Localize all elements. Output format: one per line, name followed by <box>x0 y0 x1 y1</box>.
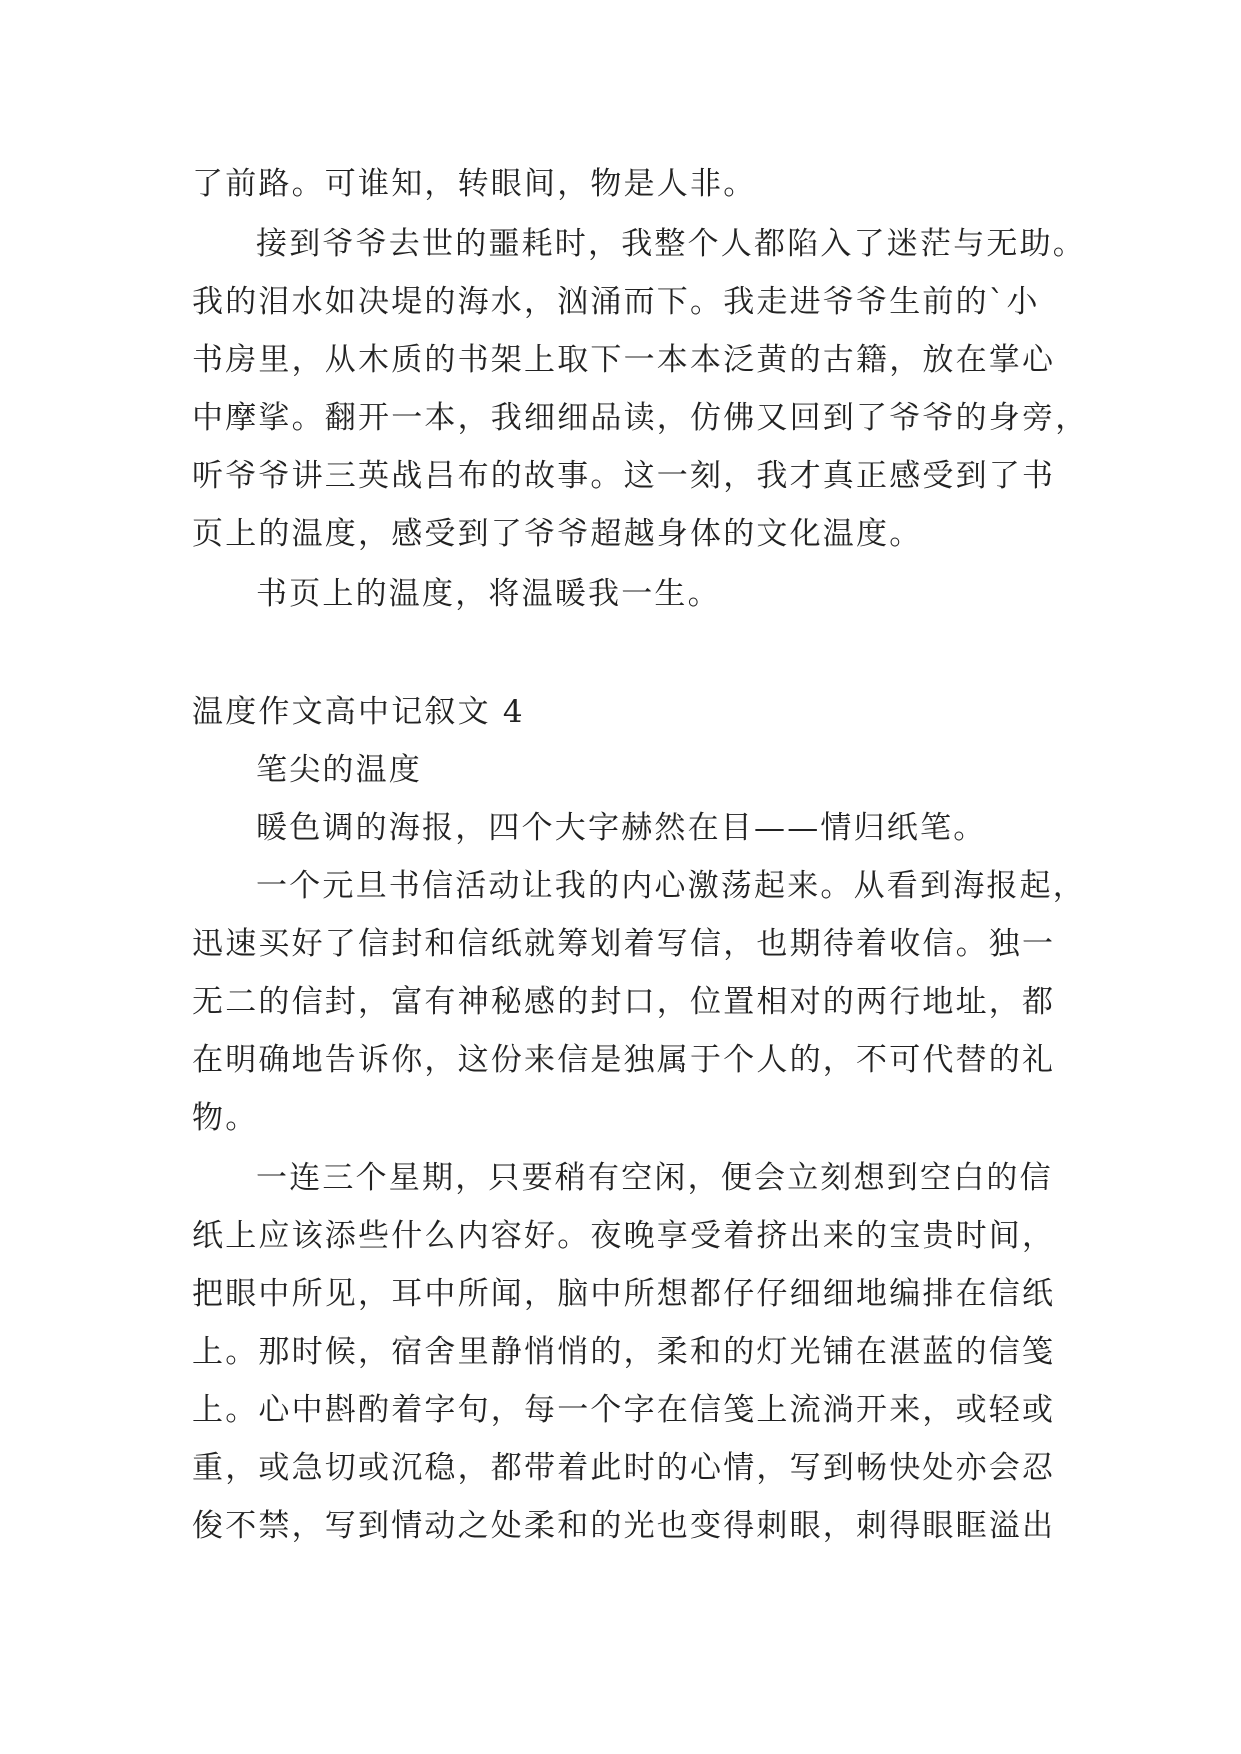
essay-title: 笔尖的温度 <box>256 752 422 788</box>
section-heading: 温度作文高中记叙文 4 <box>192 694 525 730</box>
text-line: 重，或急切或沉稳，都带着此时的心情，写到畅快处亦会忍 <box>192 1450 1056 1486</box>
text-line: 听爷爷讲三英战吕布的故事。这一刻，我才真正感受到了书 <box>192 458 1056 494</box>
text-line: 暖色调的海报，四个大字赫然在目——情归纸笔。 <box>256 810 987 846</box>
text-line: 页上的温度，感受到了爷爷超越身体的文化温度。 <box>192 516 923 552</box>
text-line: 把眼中所见，耳中所闻，脑中所想都仔仔细细地编排在信纸 <box>192 1276 1056 1312</box>
text-line: 我的泪水如决堤的海水，汹涌而下。我走进爷爷生前的`小 <box>192 284 1040 320</box>
text-line: 了前路。可谁知，转眼间，物是人非。 <box>192 166 757 202</box>
text-line: 物。 <box>192 1100 259 1136</box>
text-line: 中摩挲。翻开一本，我细细品读，仿佛又回到了爷爷的身旁， <box>192 400 1089 436</box>
text-line: 上。心中斟酌着字句，每一个字在信笺上流淌开来，或轻或 <box>192 1392 1056 1428</box>
text-line: 一连三个星期，只要稍有空闲，便会立刻想到空白的信 <box>256 1160 1053 1196</box>
text-line: 纸上应该添些什么内容好。夜晚享受着挤出来的宝贵时间， <box>192 1218 1056 1254</box>
text-line: 书页上的温度，将温暖我一生。 <box>256 576 721 612</box>
text-line: 一个元旦书信活动让我的内心激荡起来。从看到海报起， <box>256 868 1086 904</box>
text-line: 上。那时候，宿舍里静悄悄的，柔和的灯光铺在湛蓝的信笺 <box>192 1334 1056 1370</box>
text-line: 迅速买好了信封和信纸就筹划着写信，也期待着收信。独一 <box>192 926 1056 962</box>
text-line: 在明确地告诉你，这份来信是独属于个人的，不可代替的礼 <box>192 1042 1056 1078</box>
text-line: 无二的信封，富有神秘感的封口，位置相对的两行地址，都 <box>192 984 1056 1020</box>
text-line: 书房里，从木质的书架上取下一本本泛黄的古籍，放在掌心 <box>192 342 1056 378</box>
text-line: 俊不禁，写到情动之处柔和的光也变得刺眼，刺得眼眶溢出 <box>192 1508 1056 1544</box>
text-line: 接到爷爷去世的噩耗时，我整个人都陷入了迷茫与无助。 <box>256 226 1086 262</box>
